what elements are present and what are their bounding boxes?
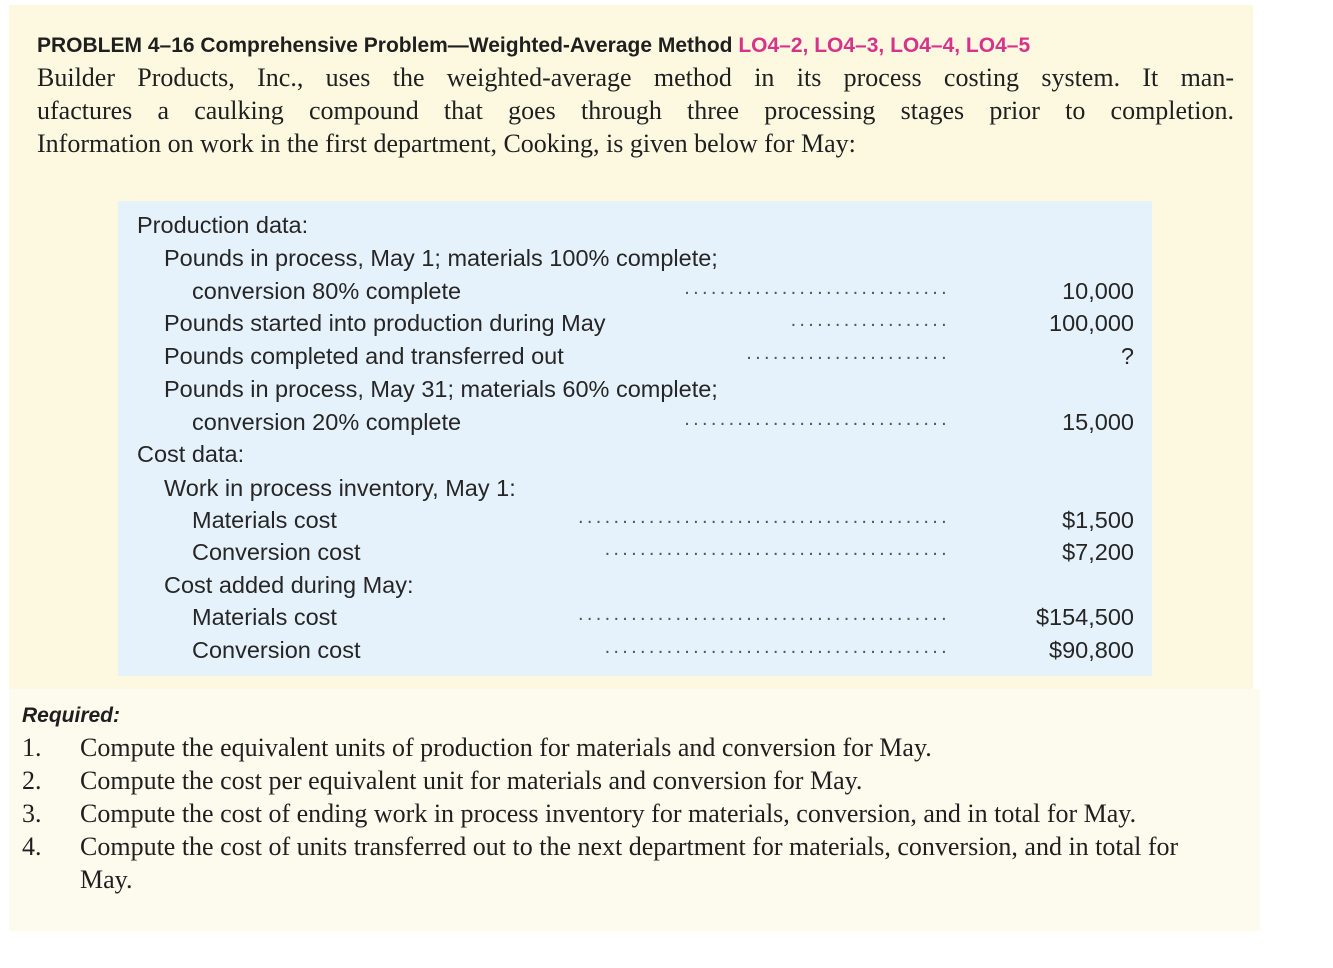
row-label: Materials cost [192, 507, 337, 533]
leader-dots: .......................................... [578, 603, 950, 625]
added-header: Cost added during May: [164, 572, 414, 598]
row-label: Pounds started into production during May [164, 310, 606, 336]
production-data-header: Production data: [137, 212, 309, 238]
required-label: Required: [22, 704, 121, 727]
row-value: ? [1120, 343, 1134, 369]
problem-intro [37, 61, 1234, 160]
problem-title: PROBLEM 4–16 Comprehensive Problem—Weighted-Average Method [37, 34, 733, 57]
item-number: 3. [22, 799, 42, 828]
row-label: Conversion cost [192, 637, 361, 663]
row-label: Pounds in process, May 31; materials 60% complete; [164, 376, 718, 402]
row-label: Pounds in process, May 1; materials 100% complete; [164, 245, 718, 271]
table-row [118, 307, 1152, 340]
required-list [22, 731, 1222, 896]
intro-line: Information on work in the first department, Cooking, is given below for May: [37, 129, 856, 158]
table-row [118, 601, 1152, 634]
table-row [118, 634, 1152, 667]
leader-dots: .......................................... [578, 506, 950, 528]
data-table [118, 201, 1152, 676]
leader-dots: ....................... [746, 342, 950, 364]
problem-heading [37, 33, 1030, 59]
item-number: 1. [22, 733, 42, 762]
row-value: $90,800 [1049, 637, 1134, 663]
cost-data-header: Cost data: [137, 441, 245, 467]
learning-objectives: LO4–2, LO4–3, LO4–4, LO4–5 [738, 34, 1031, 57]
row-value: $7,200 [1062, 539, 1134, 565]
list-item [22, 797, 1222, 830]
list-item [22, 731, 1222, 764]
row-label: conversion 20% complete [192, 409, 462, 435]
row-value: 100,000 [1049, 310, 1134, 336]
row-value: $154,500 [1035, 604, 1134, 630]
row-label: conversion 80% complete [192, 278, 462, 304]
intro-line: ufactures a caulking compound that goes through three processing stages prior to completion. [37, 96, 1234, 125]
table-row [118, 275, 1152, 308]
leader-dots: ....................................... [604, 636, 950, 658]
item-number: 2. [22, 766, 42, 795]
row-label: Materials cost [192, 604, 337, 630]
item-text: Compute the equivalent units of production for materials and conversion for May. [80, 733, 932, 762]
table-row [118, 406, 1152, 439]
table-row [118, 242, 1152, 275]
table-row [118, 536, 1152, 569]
row-value: 15,000 [1062, 409, 1134, 435]
leader-dots: .................. [790, 309, 950, 331]
wip-header: Work in process inventory, May 1: [164, 475, 516, 501]
item-text: Compute the cost of ending work in process inventory for materials, conversion, and in total for May. [80, 799, 1137, 828]
leader-dots: ....................................... [604, 538, 950, 560]
leader-dots: .............................. [684, 277, 950, 299]
table-row [118, 373, 1152, 406]
item-text: Compute the cost of units transferred out to the next department for materials, conversion, and in total for May. [80, 832, 1179, 894]
item-number: 4. [22, 832, 42, 861]
row-value: 10,000 [1062, 278, 1134, 304]
item-text: Compute the cost per equivalent unit for materials and conversion for May. [80, 766, 863, 795]
row-value: $1,500 [1062, 507, 1134, 533]
list-item [22, 764, 1222, 797]
section-header [118, 209, 1152, 242]
row-label: Pounds completed and transferred out [164, 343, 564, 369]
table-row [118, 340, 1152, 373]
list-item [22, 830, 1222, 896]
section-header [118, 438, 1152, 471]
leader-dots: .............................. [684, 408, 950, 430]
row-label: Conversion cost [192, 539, 361, 565]
intro-line: Builder Products, Inc., uses the weighted-average method in its process costing system. It man- [37, 63, 1234, 92]
